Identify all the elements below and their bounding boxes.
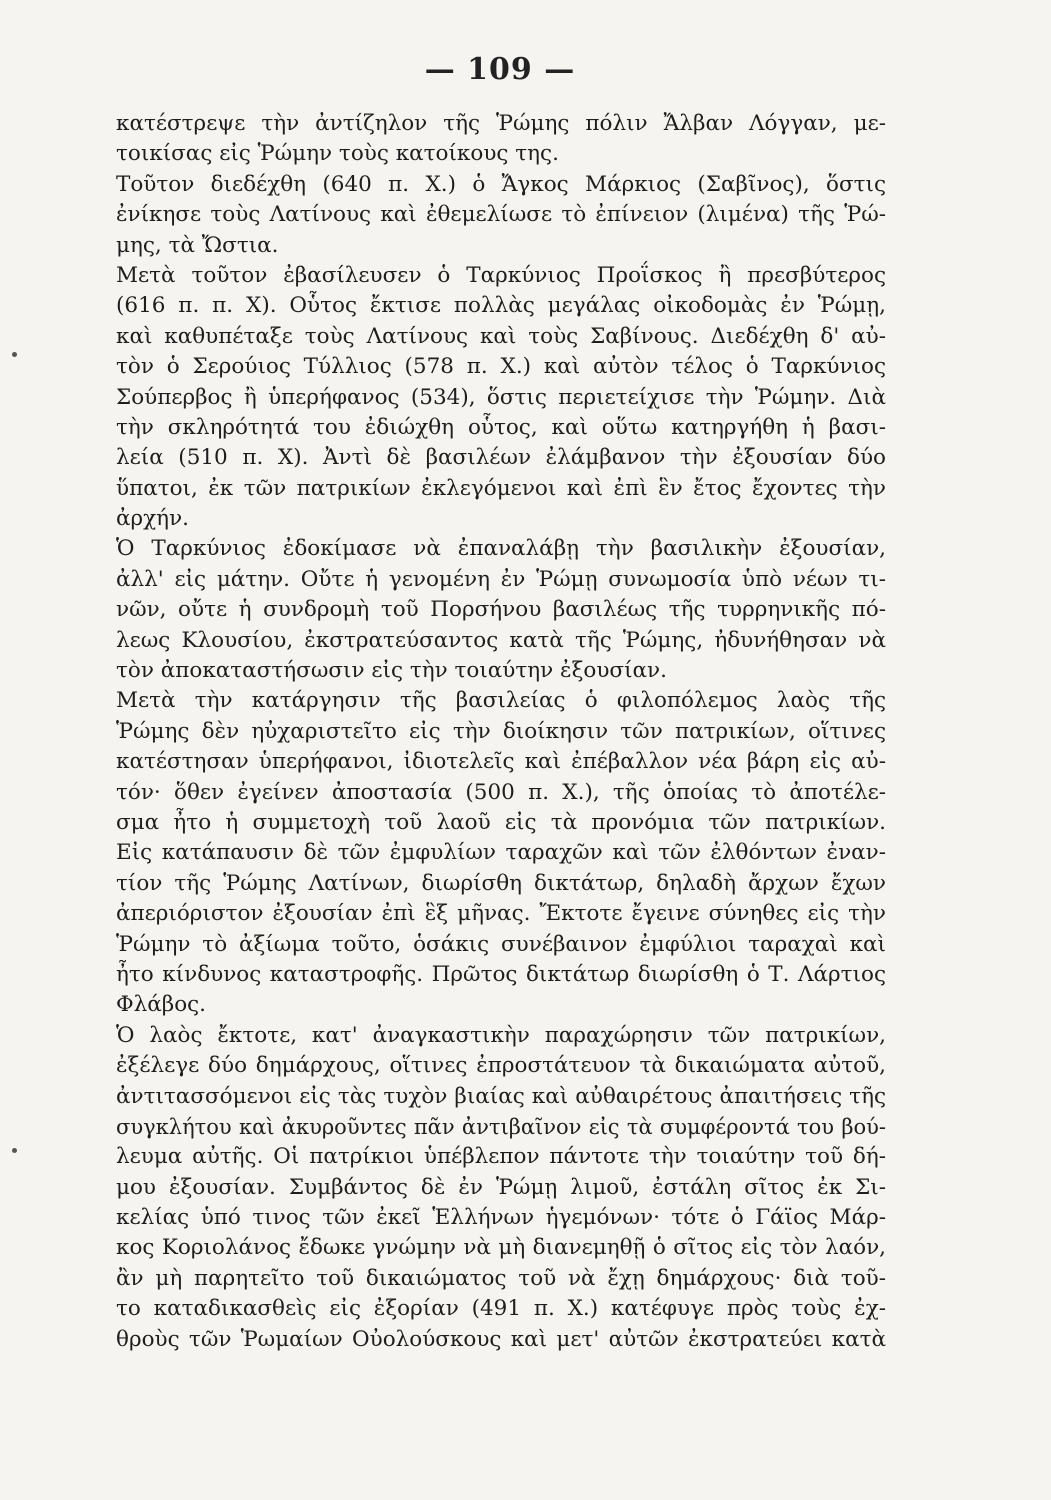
text-line: τὸν ἀποκαταστήσωσιν εἰς τὴν τοιαύτην ἐξουσίαν. (116, 658, 667, 684)
text-line: Φλάβος. (116, 992, 207, 1018)
text-line: μης, τὰ Ὤστια. (116, 232, 279, 258)
text-line: τοικίσας εἰς Ῥώμην τοὺς κατοίκους της. (116, 141, 559, 167)
text-line: ἀρχήν. (116, 506, 189, 532)
text-line: Ὁ λαὸς ἔκτοτε, κατ' ἀναγκαστικὴν παραχώρησιν τῶν πατρικίων, (116, 1022, 886, 1048)
text-line: Μετὰ τοῦτον ἐβασίλευσεν ὁ Ταρκύνιος Πρoΐσκος ἢ πρεσβύτερος (116, 262, 886, 288)
text-line: ἐνίκησε τοὺς Λατίνους καὶ ἐθεμελίωσε τὸ ἐπίνειον (λιμένα) τῆς Ῥώ- (116, 202, 886, 228)
text-line: κατέστησαν ὑπερήφανοι, ἰδιοτελεῖς καὶ ἐπέβαλλον νέα βάρη εἰς αὐ- (116, 749, 886, 775)
text-line: Εἰς κατάπαυσιν δὲ τῶν ἐμφυλίων ταραχῶν καὶ τῶν ἐλθόντων ἐναν- (116, 840, 886, 866)
text-line: ὕπατοι, ἐκ τῶν πατρικίων ἐκλεγόμενοι καὶ ἐπὶ ἓν ἔτος ἔχοντες τὴν (116, 475, 886, 501)
page-number: — 109 — (424, 52, 576, 87)
text-line: (616 π. π. Χ). Οὗτος ἔκτισε πολλὰς μεγάλας οἰκοδομὰς ἐν Ῥώμῃ, (116, 293, 886, 319)
body-text (116, 109, 886, 1355)
text-line: συγκλήτου καὶ ἀκυροῦντες πᾶν ἀντιβαῖνον εἰς τὰ συμφέροντά του βού- (116, 1114, 886, 1139)
text-line: τὸν ὁ Σερούιος Τύλλιος (578 π. Χ.) καὶ αὐτὸν τέλος ὁ Ταρκύνιος (116, 354, 886, 380)
text-line: Τοῦτον διεδέχθη (640 π. Χ.) ὁ Ἄγκος Μάρκιος (Σαβῖνος), ὅστις (116, 171, 886, 197)
text-line: Ῥώμης δὲν ηὐχαριστεῖτο εἰς τὴν διοίκησιν τῶν πατρικίων, οἵτινες (116, 718, 886, 744)
text-line: θροὺς τῶν Ῥωμαίων Οὐολούσκους καὶ μετ' αὐτῶν ἐκστρατεύει κατὰ (116, 1326, 886, 1352)
text-line: λεως Κλουσίου, ἐκστρατεύσαντος κατὰ τῆς Ῥώμης, ἠδυνήθησαν νὰ (116, 627, 886, 653)
text-line: κος Κοριολάνος ἔδωκε γνώμην νὰ μὴ διανεμηθῇ ὁ σῖτος εἰς τὸν λαόν, (116, 1235, 886, 1261)
text-line: τὴν σκληρότητά του ἐδιώχθη οὗτος, καὶ οὕτω κατηργήθη ἡ βασι- (116, 414, 886, 440)
text-line: λεία (510 π. Χ). Ἀντὶ δὲ βασιλέων ἐλάμβανον τὴν ἐξουσίαν δύο (116, 445, 886, 471)
text-line: κατέστρεψε τὴν ἀντίζηλον τῆς Ῥώμης πόλιν Ἄλβαν Λόγγαν, με- (116, 111, 886, 136)
text-line: Μετὰ τὴν κατάργησιν τῆς βασιλείας ὁ φιλοπόλεμος λαὸς τῆς (116, 688, 886, 714)
text-line: το καταδικασθεὶς εἰς ἐξορίαν (491 π. Χ.) κατέφυγε πρὸς τοὺς ἐχ- (116, 1296, 886, 1322)
text-line: τόν· ὅθεν ἐγείνεν ἀποστασία (500 π. Χ.), τῆς ὁποίας τὸ ἀποτέλε- (116, 779, 886, 805)
text-line: σμα ἦτο ἡ συμμετοχὴ τοῦ λαοῦ εἰς τὰ προνόμια τῶν πατρικίων. (116, 809, 886, 835)
text-line: ἂν μὴ παρητεῖτο τοῦ δικαιώματος τοῦ νὰ ἔχῃ δημάρχους· διὰ τοῦ- (116, 1265, 886, 1291)
text-line: τίον τῆς Ῥώμης Λατίνων, διωρίσθη δικτάτωρ, δηλαδὴ ἄρχων ἔχων (116, 870, 886, 896)
text-line: ἀπεριόριστον ἐξουσίαν ἐπὶ ἓξ μῆνας. Ἔκτοτε ἔγεινε σύνηθες εἰς τὴν (116, 901, 886, 927)
text-line: Ῥώμην τὸ ἀξίωμα τοῦτο, ὁσάκις συνέβαινον ἐμφύλιοι ταραχαὶ καὶ (116, 931, 886, 957)
margin-dot-mark (12, 1148, 17, 1153)
margin-dot-mark (12, 352, 17, 357)
text-line: Ὁ Ταρκύνιος ἐδοκίμασε νὰ ἐπαναλάβῃ τὴν βασιλικὴν ἐξουσίαν, (116, 536, 886, 562)
text-line: ἐξέλεγε δύο δημάρχους, οἵτινες ἐπροστάτευον τὰ δικαιώματα αὐτοῦ, (116, 1053, 886, 1079)
text-line: νῶν, οὔτε ἡ συνδρομὴ τοῦ Πορσήνου βασιλέως τῆς τυρρηνικῆς πό- (116, 597, 886, 623)
text-line: λευμα αὐτῆς. Οἱ πατρίκιοι ὑπέβλεπον πάντοτε τὴν τοιαύτην τοῦ δή- (116, 1144, 886, 1170)
text-line: κελίας ὑπό τινος τῶν ἐκεῖ Ἑλλήνων ἡγεμόνων· τότε ὁ Γάϊος Μάρ- (116, 1205, 886, 1231)
text-line: ἀντιτασσόμενοι εἰς τὰς τυχὸν βιαίας καὶ αὐθαιρέτους ἀπαιτήσεις τῆς (116, 1083, 886, 1109)
text-line: καὶ καθυπέταξε τοὺς Λατίνους καὶ τοὺς Σαβίνους. Διεδέχθη δ' αὐ- (116, 323, 886, 349)
text-line: μου ἐξουσίαν. Συμβάντος δὲ ἐν Ῥώμῃ λιμοῦ, ἐστάλη σῖτος ἐκ Σι- (116, 1174, 886, 1200)
text-line: Σούπερβος ἢ ὑπερήφανος (534), ὅστις περιετείχισε τὴν Ῥώμην. Διὰ (116, 384, 886, 410)
text-line: ἦτο κίνδυνος καταστροφῆς. Πρῶτος δικτάτωρ διωρίσθη ὁ Τ. Λάρτιος (116, 961, 886, 987)
text-line: ἀλλ' εἰς μάτην. Οὔτε ἡ γενομένη ἐν Ῥώμῃ συνωμοσία ὑπὸ νέων τι- (116, 566, 886, 592)
